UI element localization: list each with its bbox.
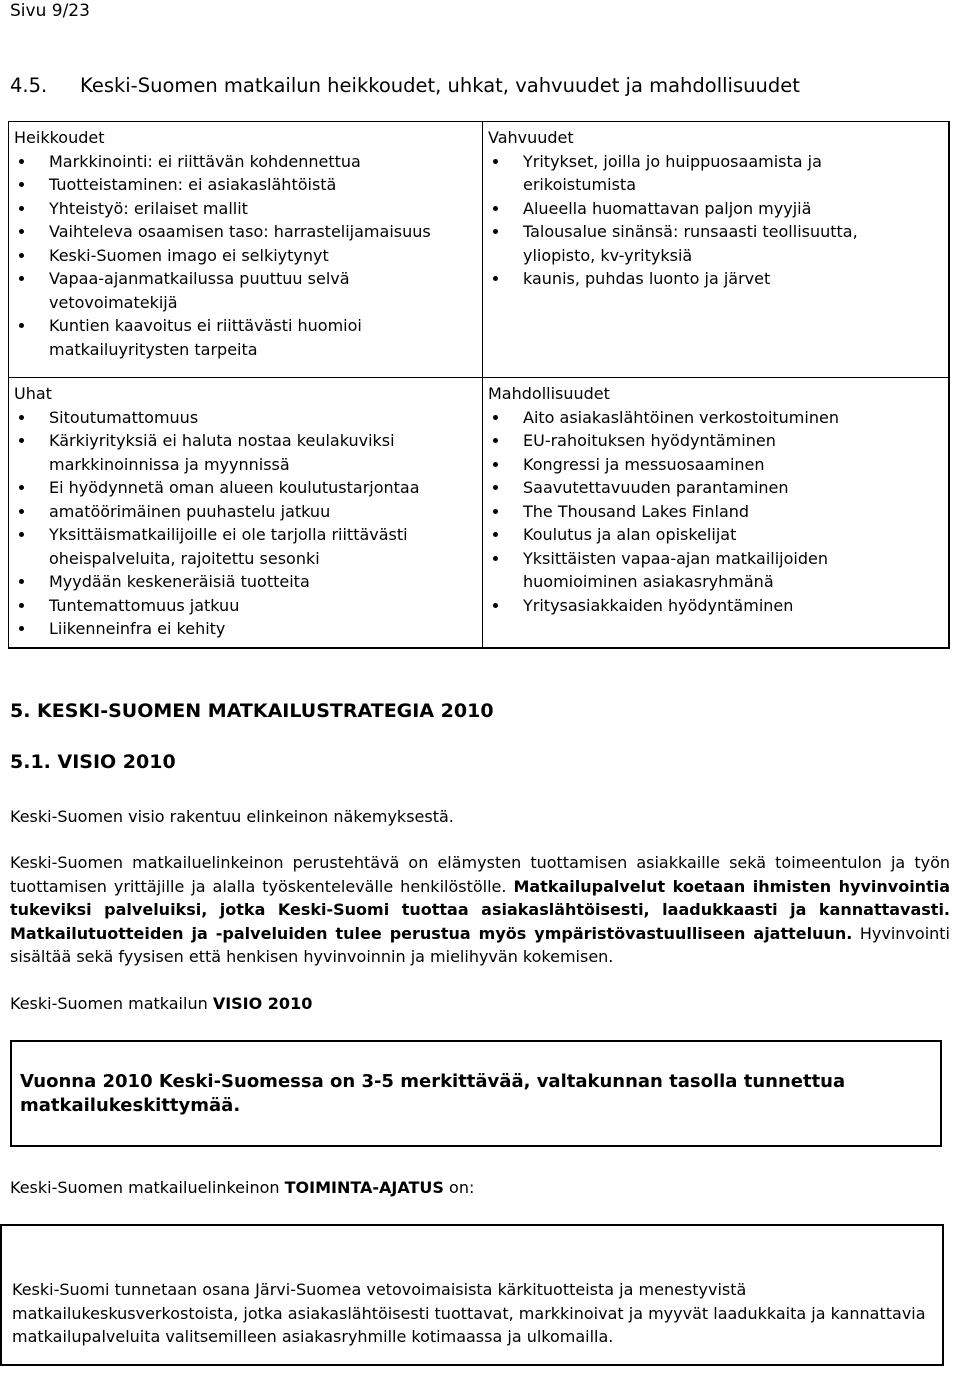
list-item: Yksittäisten vapaa-ajan matkailijoiden huomioiminen asiakasryhmänä	[488, 547, 948, 594]
list-item: Liikenneinfra ei kehity	[14, 617, 482, 641]
list-item: Sitoutumattomuus	[14, 406, 482, 430]
threats-list	[14, 406, 482, 641]
swot-weaknesses	[8, 121, 483, 378]
list-item: kaunis, puhdas luonto ja järvet	[488, 267, 948, 291]
list-item: Talousalue sinänsä: runsaasti teollisuutta, yliopisto, kv-yrityksiä	[488, 220, 948, 267]
paragraph-emphasis: Matkailupalvelut koetaan ihmisten hyvinvointia tukeviksi palveluiksi, jotka Keski-Suomi tuottaa asiakaslähtöisesti, laadukkaasti ja kannattavasti. Matkailutuotteiden ja -palveluiden tulee perustua myös ympäristövastuulliseen ajatteluun.	[10, 876, 951, 943]
list-item: Yritykset, joilla jo huippuosaamista ja erikoistumista	[488, 150, 948, 197]
list-item: Ei hyödynnetä oman alueen koulutustarjontaa	[14, 476, 482, 500]
mission-label-text: Keski-Suomen matkailuelinkeinon	[10, 1178, 285, 1197]
swot-threats	[8, 377, 483, 648]
swot-opportunities	[482, 377, 949, 648]
threats-title: Uhat	[14, 384, 52, 403]
subsection-title: 5.1. VISIO 2010	[10, 751, 176, 773]
list-item: Vapaa-ajanmatkailussa puuttuu selvä vetovoimatekijä	[14, 267, 482, 314]
mission-label-emphasis: TOIMINTA-AJATUS	[284, 1178, 444, 1197]
weaknesses-title: Heikkoudet	[14, 128, 105, 147]
list-item: Myydään keskeneräisiä tuotteita	[14, 570, 482, 594]
paragraph-vision-intro: Keski-Suomen visio rakentuu elinkeinon näkemyksestä.	[10, 807, 454, 826]
mission-box: Keski-Suomi tunnetaan osana Järvi-Suomea vetovoimaisista kärkituotteista ja menestyvistä matkailukeskusverkostoista, jotka asiakaslähtöisesti tuottavat, markkinoivat ja myyvät laadukkaita ja kannattavia matkailupalveluita valitsemilleen asiakasryhmille kotimaassa ja ulkomailla.	[0, 1224, 944, 1366]
weaknesses-list	[14, 150, 482, 362]
vision-label-text: Keski-Suomen matkailun	[10, 994, 213, 1013]
list-item: Alueella huomattavan paljon myyjiä	[488, 197, 948, 221]
strengths-list	[488, 150, 948, 291]
list-item: amatöörimäinen puuhastelu jatkuu	[14, 500, 482, 524]
swot-strengths	[482, 121, 949, 378]
list-item: EU-rahoituksen hyödyntäminen	[488, 429, 948, 453]
section-number: 4.5.	[10, 74, 48, 97]
paragraph-text: Hyvinvointi sisältää sekä fyysisen että henkisen hyvinvoinnin ja mielihyvän kokemisen.	[10, 923, 951, 966]
list-item: Markkinointi: ei riittävän kohdennettua	[14, 150, 482, 174]
list-item: Koulutus ja alan opiskelijat	[488, 523, 948, 547]
vision-label	[10, 992, 950, 1016]
mission-label-suffix: on:	[443, 1178, 475, 1197]
vision-label-emphasis: VISIO 2010	[212, 994, 313, 1013]
list-item: Tuotteistaminen: ei asiakaslähtöistä	[14, 173, 482, 197]
list-item: Yksittäismatkailijoille ei ole tarjolla riittävästi oheispalveluita, rajoitettu sesonki	[14, 523, 482, 570]
list-item: Kongressi ja messuosaaminen	[488, 453, 948, 477]
list-item: Saavutettavuuden parantaminen	[488, 476, 948, 500]
list-item: Vaihteleva osaamisen taso: harrastelijamaisuus	[14, 220, 482, 244]
list-item: The Thousand Lakes Finland	[488, 500, 948, 524]
chapter-title: 5. KESKI-SUOMEN MATKAILUSTRATEGIA 2010	[10, 700, 494, 722]
opportunities-list	[488, 406, 948, 618]
paragraph-text: Keski-Suomen matkailuelinkeinon perustehtävä on elämysten tuottamisen asiakkaille sekä toimeentulon ja työn tuottamisen yrittäjille ja alalla työskentelevälle henkilöstölle.	[10, 853, 950, 896]
list-item: Yritysasiakkaiden hyödyntäminen	[488, 594, 948, 618]
section-heading	[10, 74, 800, 98]
list-item: Kärkiyrityksiä ei haluta nostaa keulakuviksi markkinoinnissa ja myynnissä	[14, 429, 482, 476]
list-item: Yhteistyö: erilaiset mallit	[14, 197, 482, 221]
list-item: Aito asiakaslähtöinen verkostoituminen	[488, 406, 948, 430]
vision-box: Vuonna 2010 Keski-Suomessa on 3-5 merkittävää, valtakunnan tasolla tunnettua matkailukeskittymää.	[10, 1040, 942, 1147]
mission-label	[10, 1176, 950, 1200]
page-number: Sivu 9/23	[10, 1, 90, 21]
list-item: Kuntien kaavoitus ei riittävästi huomioi matkailuyritysten tarpeita	[14, 314, 482, 361]
strengths-title: Vahvuudet	[488, 128, 574, 147]
section-title: Keski-Suomen matkailun heikkoudet, uhkat, vahvuudet ja mahdollisuudet	[80, 74, 800, 97]
paragraph-mission	[10, 851, 950, 969]
list-item: Tuntemattomuus jatkuu	[14, 594, 482, 618]
opportunities-title: Mahdollisuudet	[488, 384, 610, 403]
list-item: Keski-Suomen imago ei selkiytynyt	[14, 244, 482, 268]
swot-table	[8, 121, 950, 649]
